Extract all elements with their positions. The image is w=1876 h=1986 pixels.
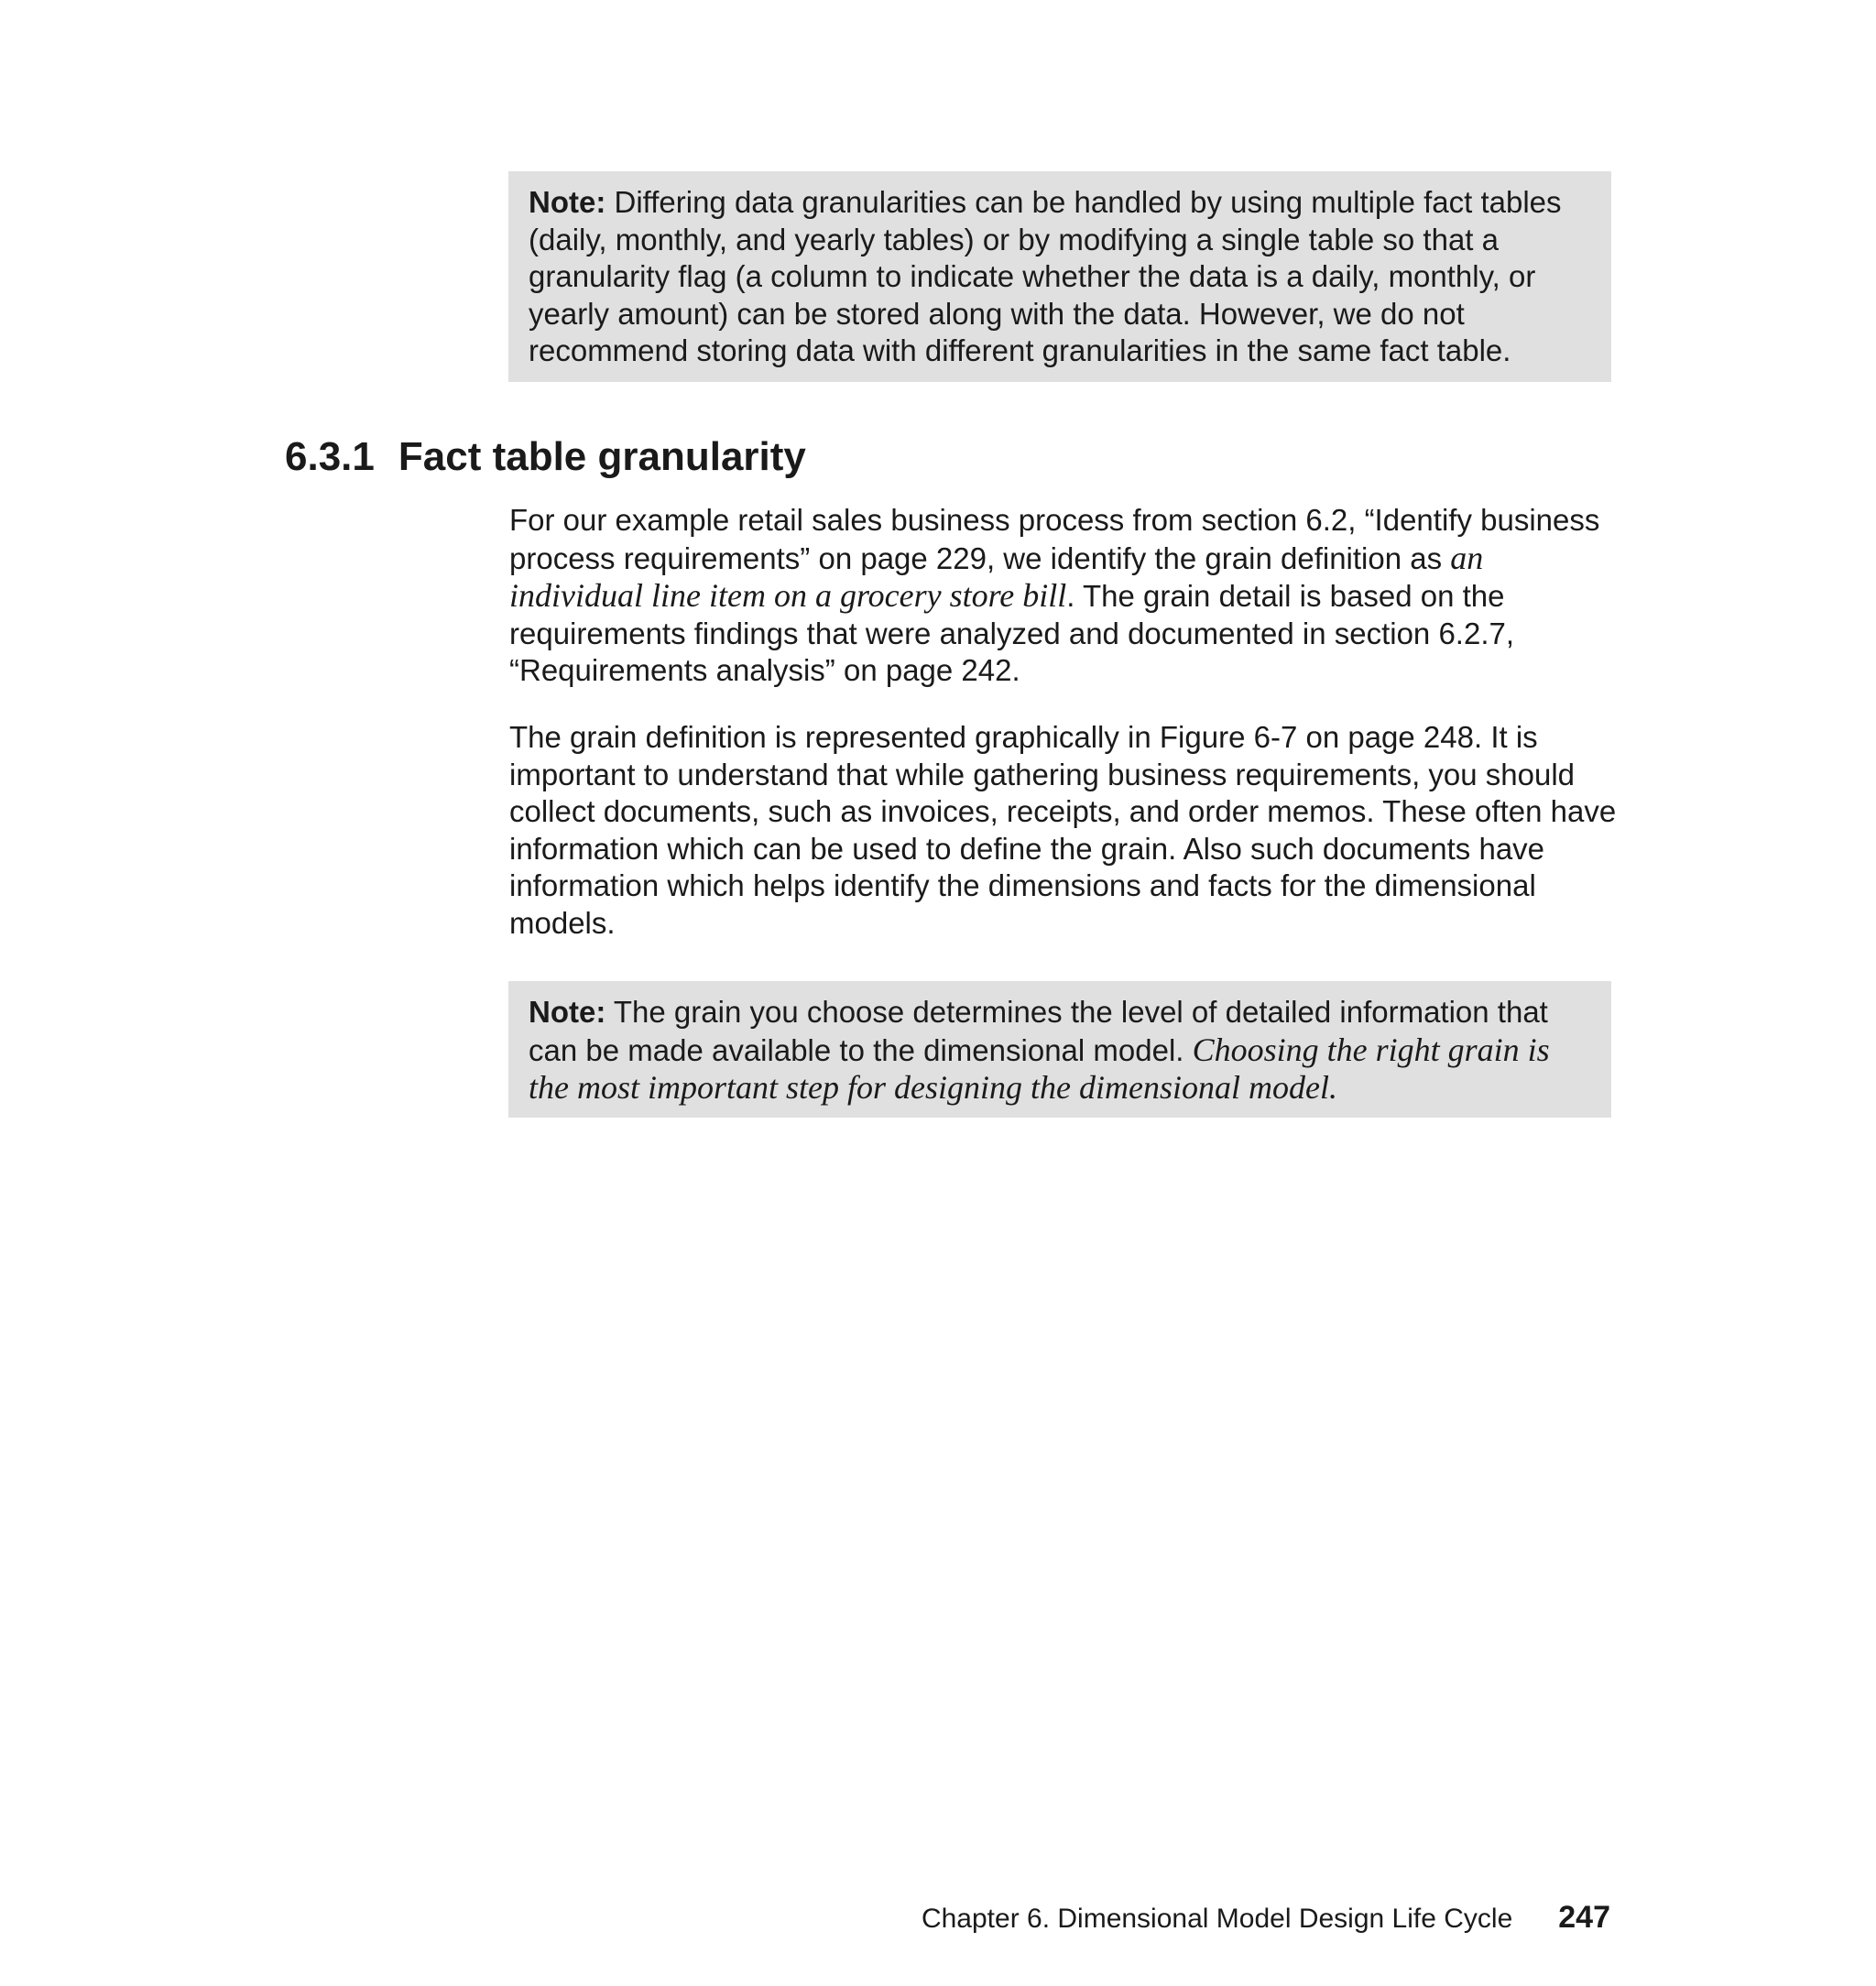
paragraph-grain-definition	[509, 502, 1618, 690]
paragraph-text: The grain definition is represented graphically in Figure 6-7 on page 248. It is important to understand that while gathering business requirements, you should collect documents, such as invoices, receipts, and order memos. These often have information which can be used to define the grain. Also such documents have information which helps identify the dimensions and facts for the dimensional models.	[509, 720, 1617, 940]
section-title: Fact table granularity	[398, 434, 806, 479]
paragraph-text: . The grain detail is based on the requirements findings that were analyzed and documented in section 6.2.7, “Requirements analysis” on page 242.	[509, 579, 1515, 687]
note-box-grain-choice	[508, 981, 1611, 1118]
section-number: 6.3.1	[285, 434, 375, 479]
note-box-granularities	[508, 171, 1611, 382]
note-label: Note:	[529, 185, 606, 219]
section-heading	[285, 431, 806, 484]
page-number: 247	[1558, 1900, 1610, 1935]
page-footer	[922, 1899, 1610, 1937]
paragraph-text: For our example retail sales business process from section 6.2, “Identify business process requirements” on page 229, we identify the grain definition as	[509, 503, 1600, 575]
note-text: Differing data granularities can be handled by using multiple fact tables (daily, monthly, and yearly tables) or by modifying a single table so that a granularity flag (a column to indicate whether the data is a daily, monthly, or yearly amount) can be stored along with the data. However, we do not recommend storing data with different granularities in the same fact table.	[529, 185, 1562, 367]
note-text: The grain you choose determines the level of detailed information that can be made available to the dimensional model.	[529, 995, 1548, 1067]
note-italic-text: Choosing the right grain is the most important step for designing the dimensional model.	[529, 1031, 1550, 1106]
note-label: Note:	[529, 995, 606, 1029]
paragraph-grain-representation	[509, 719, 1618, 942]
paragraph-italic-text: an individual line item on a grocery store bill	[509, 539, 1484, 614]
footer-chapter-title: Chapter 6. Dimensional Model Design Life Cycle	[921, 1904, 1513, 1934]
